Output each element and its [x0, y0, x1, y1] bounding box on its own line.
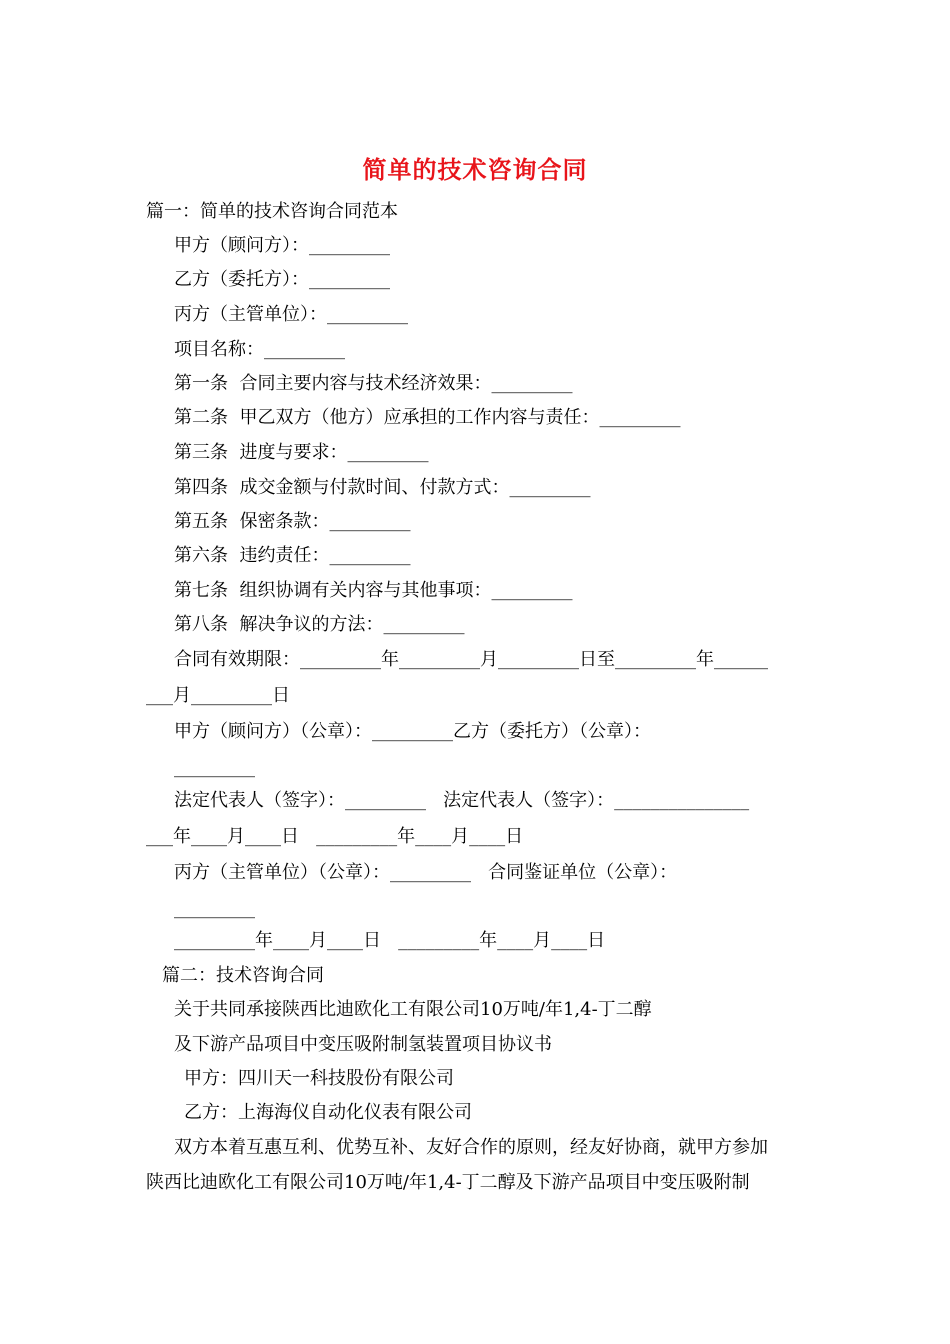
text-line: _________ — [174, 757, 255, 778]
text-line: 第六条 违约责任：_________ — [174, 545, 411, 566]
text-line: 陕西比迪欧化工有限公司10万吨/年1,4-丁二醇及下游产品项目中变压吸附制 — [146, 1172, 750, 1193]
text-line: 双方本着互惠互利、优势互补、友好合作的原则，经友好协商，就甲方参加 — [174, 1137, 768, 1158]
text-line: 合同有效期限：_________年_________月_________日至_________年______ — [174, 649, 768, 670]
text-line: 关于共同承接陕西比迪欧化工有限公司10万吨/年1,4-丁二醇 — [174, 999, 652, 1020]
text-line: 及下游产品项目中变压吸附制氢装置项目协议书 — [174, 1034, 552, 1055]
document-title: 简单的技术咨询合同 — [362, 155, 588, 184]
text-line: 第三条 进度与要求：_________ — [174, 442, 429, 463]
text-line: 丙方（主管单位）：_________ — [174, 304, 408, 325]
text-line: _________年____月____日 _________年____月____日 — [174, 930, 606, 951]
text-line: 项目名称：_________ — [174, 339, 345, 360]
text-line: 第一条 合同主要内容与技术经济效果：_________ — [174, 373, 573, 394]
text-line: 第五条 保密条款：_________ — [174, 511, 411, 532]
text-line: 丙方（主管单位）（公章）：_________ 合同鉴证单位（公章）： — [174, 862, 678, 883]
text-line: 第四条 成交金额与付款时间、付款方式：_________ — [174, 477, 591, 498]
text-line: 乙方：上海海仪自动化仪表有限公司 — [184, 1102, 472, 1123]
text-line: 第八条 解决争议的方法：_________ — [174, 614, 465, 635]
text-line: 甲方（顾问方）（公章）：_________乙方（委托方）（公章）： — [174, 721, 651, 742]
text-line: 乙方（委托方）：_________ — [174, 269, 390, 290]
text-line: ___月_________日 — [146, 685, 290, 706]
text-line: ___年____月____日 _________年____月____日 — [146, 826, 524, 847]
text-line: 法定代表人（签字）：_________ 法定代表人（签字）：_______________ — [174, 790, 750, 811]
section-heading: 篇一：简单的技术咨询合同范本 — [146, 201, 398, 222]
text-line: 第七条 组织协调有关内容与其他事项：_________ — [174, 580, 573, 601]
text-line: 甲方（顾问方）：_________ — [174, 235, 390, 256]
text-line: 第二条 甲乙双方（他方）应承担的工作内容与责任：_________ — [174, 407, 681, 428]
section-heading: 篇二：技术咨询合同 — [162, 965, 324, 986]
text-line: _________ — [174, 898, 255, 919]
text-line: 甲方：四川天一科技股份有限公司 — [184, 1068, 454, 1089]
